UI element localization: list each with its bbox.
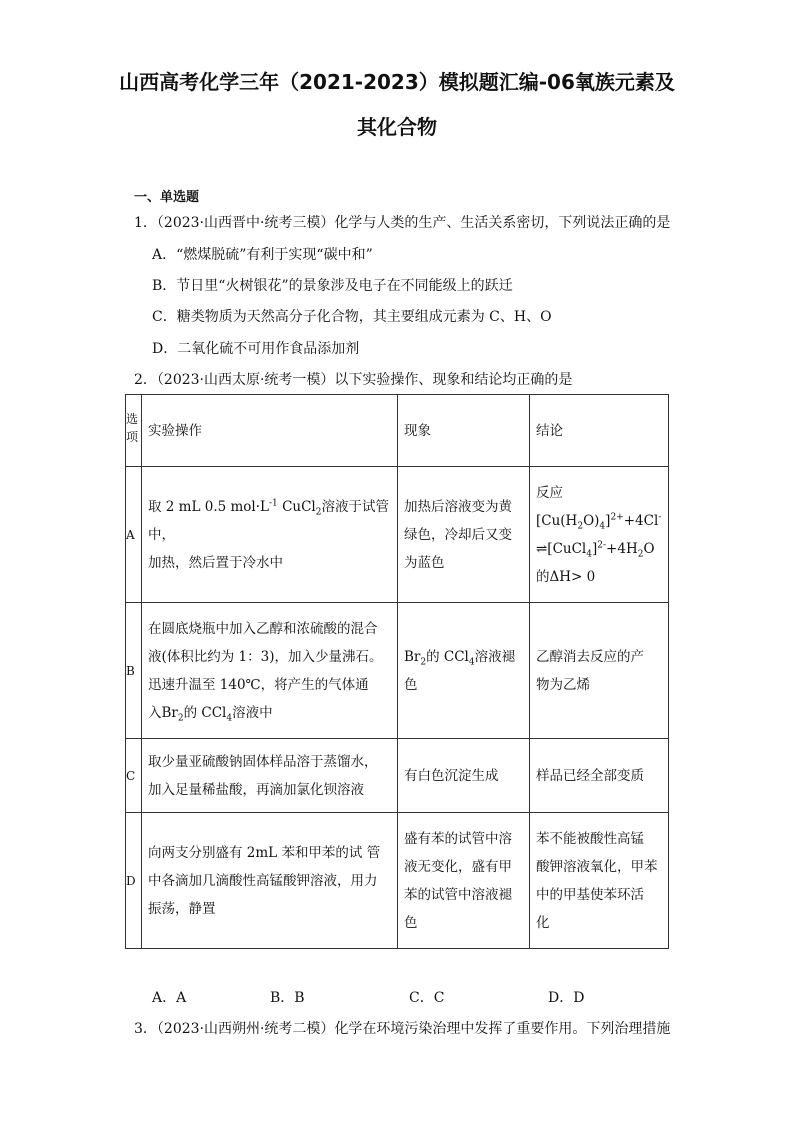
q3-stem: 3．（2023·山西朔州·统考二模）化学在环境污染治理中发挥了重要作用。下列治理措施 <box>134 1021 671 1037</box>
q2-stem: 2．（2023·山西太原·统考一模）以下实验操作、现象和结论均正确的是 <box>134 372 573 388</box>
row-option-label: B <box>126 603 142 739</box>
row-operation: 取少量亚硫酸钠固体样品溶于蒸馏水， 加入足量稀盐酸，再滴加氯化钡溶液 <box>142 739 398 813</box>
row-option-label: A <box>126 467 142 603</box>
table-row <box>126 467 669 603</box>
row-phenomenon: $Br_2$的 CCl$_4$溶液褪 色 <box>398 603 530 739</box>
q2-answer-d: D．D <box>548 990 585 1006</box>
header-option: 选项 <box>126 395 142 467</box>
q2-answer-a: A．A <box>152 990 187 1006</box>
row-conclusion: 乙醇消去反应的产 物为乙烯 <box>530 603 669 739</box>
q1-option-a: A．“燃煤脱硫”有利于实现“碳中和” <box>152 247 373 263</box>
table-header-row <box>126 395 669 467</box>
row-phenomenon: 盛有苯的试管中溶 液无变化，盛有甲 苯的试管中溶液褪 色 <box>398 813 530 949</box>
document-title-line-2: 其化合物 <box>357 115 437 139</box>
table-row <box>126 739 669 813</box>
row-conclusion: 苯不能被酸性高锰 酸钾溶液氧化，甲苯 中的甲基使苯环活 化 <box>530 813 669 949</box>
row-conclusion: 样品已经全部变质 <box>530 739 669 813</box>
q2-answer-c: C．C <box>409 990 445 1006</box>
row-operation: 取 2 mL 0.5 $mol\cdot L^{-1}$ CuCl$_2$溶液于试管中， 加热，然后置于冷水中 <box>142 467 398 603</box>
header-operation: 实验操作 <box>142 395 398 467</box>
row-phenomenon: 加热后溶液变为黄 绿色，冷却后又变 为蓝色 <box>398 467 530 603</box>
header-phenomenon: 现象 <box>398 395 530 467</box>
row-conclusion: 反应 $[Cu(H_2O)_4]^{2+}+4Cl^-$ $\rightleftharpoons[CuCl_4]^{2-}+4H_2O$ 的ΔH> 0 <box>530 467 669 603</box>
q2-table <box>125 394 669 949</box>
row-option-label: C <box>126 739 142 813</box>
section-heading: 一、单选题 <box>134 190 200 205</box>
row-operation: 在圆底烧瓶中加入乙醇和浓硫酸的混合 液(体积比约为 1：3)，加入少量沸石。 迅速升温至 140℃，将产生的气体通 入$Br_2$的 CCl$_4$溶液中 <box>142 603 398 739</box>
q2-answer-b: B．B <box>270 990 305 1006</box>
table-row <box>126 603 669 739</box>
table-row <box>126 813 669 949</box>
q1-stem: 1．（2023·山西晋中·统考三模）化学与人类的生产、生活关系密切，下列说法正确的是 <box>134 215 671 231</box>
q1-option-b: B．节日里“火树银花”的景象涉及电子在不同能级上的跃迁 <box>152 278 513 294</box>
header-conclusion: 结论 <box>530 395 669 467</box>
row-option-label: D <box>126 813 142 949</box>
q1-option-c: C．糖类物质为天然高分子化合物，其主要组成元素为 C、H、O <box>152 309 552 325</box>
q2-answer-options <box>152 987 584 1007</box>
q1-option-d: D．二氧化硫不可用作食品添加剂 <box>152 341 360 357</box>
document-title-line-1: 山西高考化学三年（2021-2023）模拟题汇编-06氧族元素及 <box>119 70 675 94</box>
row-phenomenon: 有白色沉淀生成 <box>398 739 530 813</box>
row-operation: 向两支分别盛有 2mL 苯和甲苯的试 管 中各滴加几滴酸性高锰酸钾溶液，用力 振荡，静置 <box>142 813 398 949</box>
